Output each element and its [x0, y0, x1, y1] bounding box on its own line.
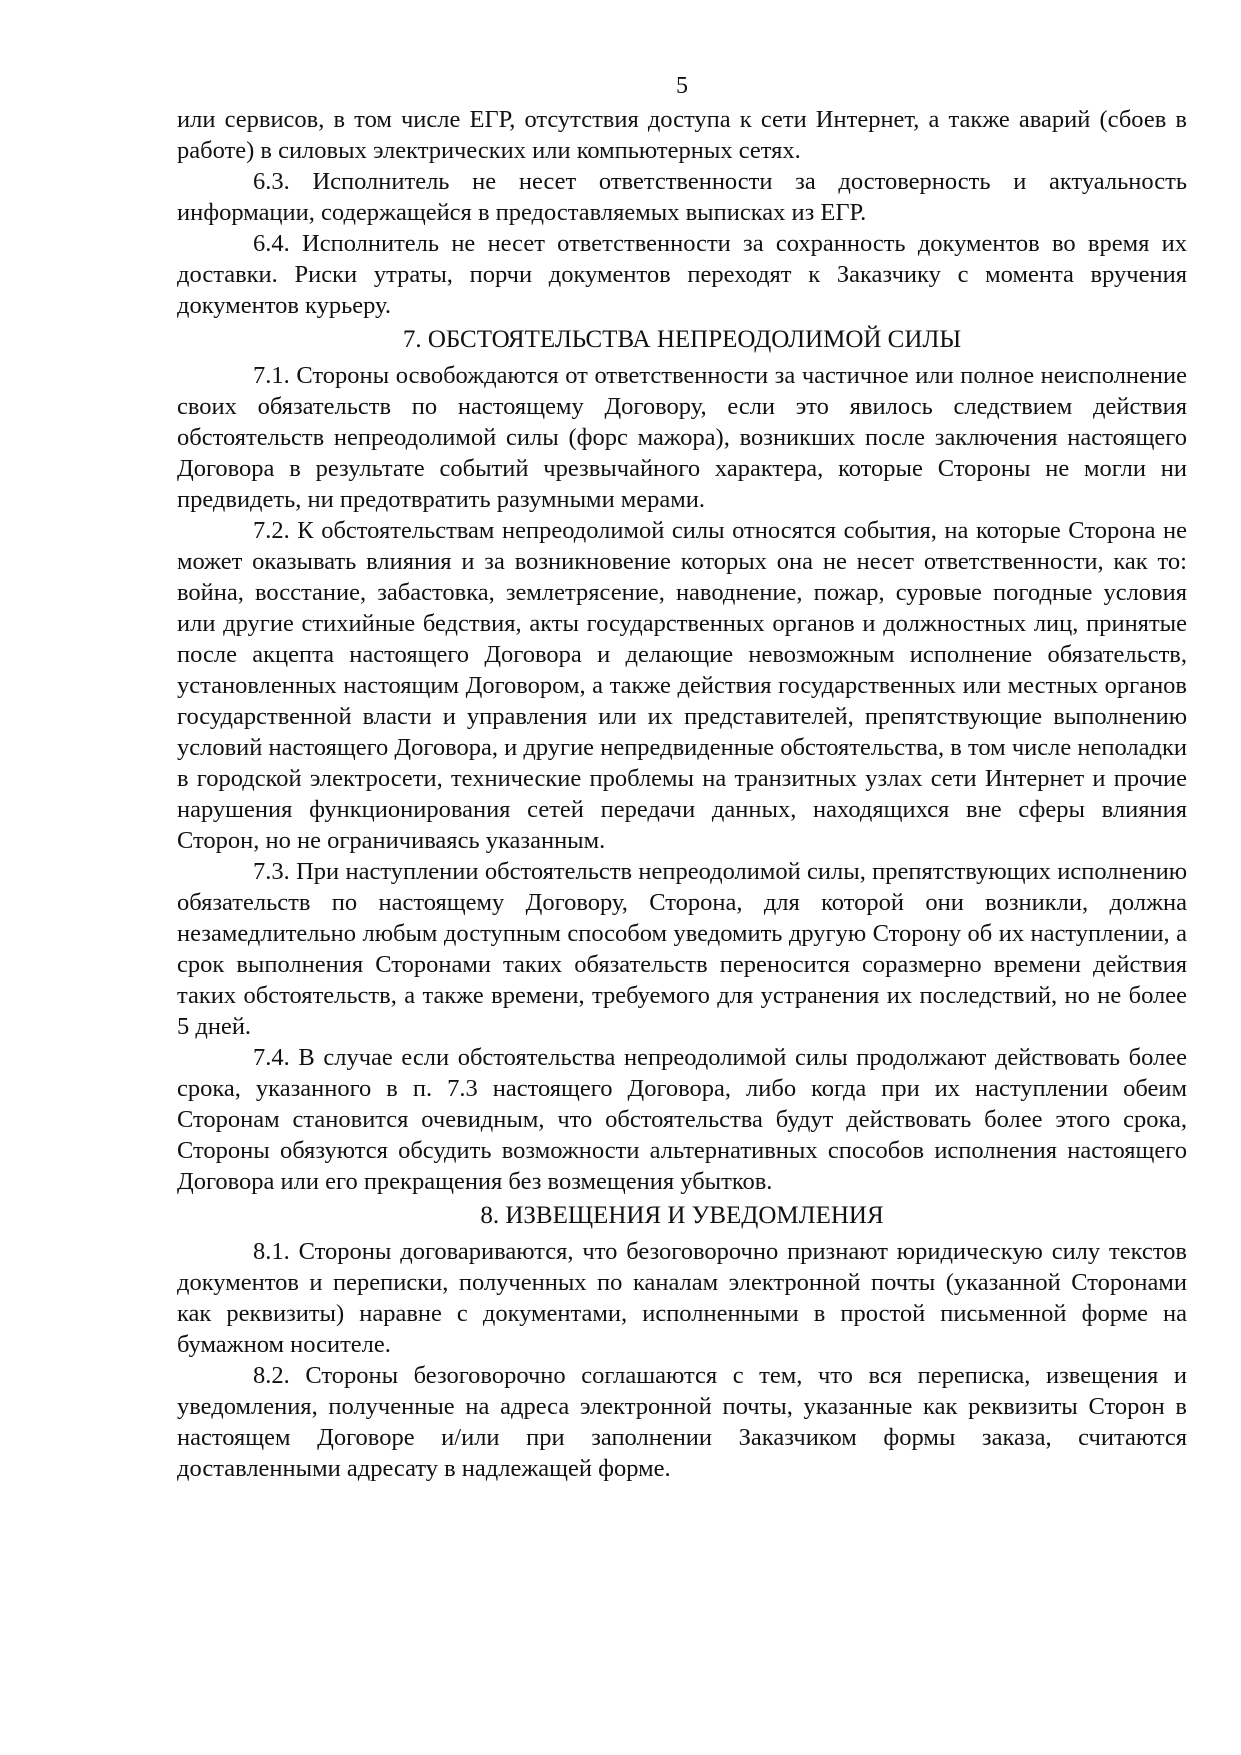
- document-page: [177, 72, 1187, 1484]
- paragraph-7-4: 7.4. В случае если обстоятельства непреодолимой силы продолжают действовать более срока, указанного в п. 7.3 настоящего Договора, либо когда при их наступлении обеим Сторонам становится очевидным, что обстоятельства будут действовать более этого срока, Стороны обязуются обсудить возможности альтернативных способов исполнения настоящего Договора или его прекращения без возмещения убытков.: [177, 1044, 1187, 1195]
- paragraph-8-1: 8.1. Стороны договариваются, что безоговорочно признают юридическую силу текстов документов и переписки, полученных по каналам электронной почты (указанной Сторонами как реквизиты) наравне с документами, исполненными в простой письменной форме на бумажном носителе.: [177, 1238, 1187, 1358]
- page-number: 5: [676, 73, 688, 99]
- paragraph-continuation: или сервисов, в том числе ЕГР, отсутствия доступа к сети Интернет, а также аварий (сбоев в работе) в силовых электрических или компьютерных сетях.: [177, 106, 1187, 164]
- paragraph-7-3: 7.3. При наступлении обстоятельств непреодолимой силы, препятствующих исполнению обязательств по настоящему Договору, Сторона, для которой они возникли, должна незамедлительно любым доступным способом уведомить другую Сторону об их наступлении, а срок выполнения Сторонами таких обязательств переносится соразмерно времени действия таких обстоятельств, а также времени, требуемого для устранения их последствий, но не более 5 дней.: [177, 858, 1187, 1040]
- paragraph-6-4: 6.4. Исполнитель не несет ответственности за сохранность документов во время их доставки. Риски утраты, порчи документов переходят к Заказчику с момента вручения документов курьеру.: [177, 230, 1187, 319]
- paragraph-7-1: 7.1. Стороны освобождаются от ответственности за частичное или полное неисполнение своих обязательств по настоящему Договору, если это явилось следствием действия обстоятельств непреодолимой силы (форс мажора), возникших после заключения настоящего Договора в результате событий чрезвычайного характера, которые Стороны не могли ни предвидеть, ни предотвратить разумными мерами.: [177, 362, 1187, 513]
- paragraph-7-2: 7.2. К обстоятельствам непреодолимой силы относятся события, на которые Сторона не может оказывать влияния и за возникновение которых она не несет ответственности, как то: война, восстание, забастовка, землетрясение, наводнение, пожар, суровые погодные условия или другие стихийные бедствия, акты государственных органов и должностных лиц, принятые после акцепта настоящего Договора и делающие невозможным исполнение обязательств, установленных настоящим Договором, а также действия государственных или местных органов государственной власти и управления или их представителей, препятствующие выполнению условий настоящего Договора, и другие непредвиденные обстоятельства, в том числе неполадки в городской электросети, технические проблемы на транзитных узлах сети Интернет и прочие нарушения функционирования сетей передачи данных, находящихся вне сферы влияния Сторон, но не ограничиваясь указанным.: [177, 517, 1187, 854]
- paragraph-6-3: 6.3. Исполнитель не несет ответственности за достоверность и актуальность информации, содержащейся в предоставляемых выписках из ЕГР.: [177, 168, 1187, 226]
- paragraph-8-2: 8.2. Стороны безоговорочно соглашаются с тем, что вся переписка, извещения и уведомления, полученные на адреса электронной почты, указанные как реквизиты Сторон в настоящем Договоре и/или при заполнении Заказчиком формы заказа, считаются доставленными адресату в надлежащей форме.: [177, 1362, 1187, 1482]
- section-heading-8: 8. ИЗВЕЩЕНИЯ И УВЕДОМЛЕНИЯ: [480, 1202, 884, 1229]
- section-heading-7: 7. ОБСТОЯТЕЛЬСТВА НЕПРЕОДОЛИМОЙ СИЛЫ: [402, 326, 962, 353]
